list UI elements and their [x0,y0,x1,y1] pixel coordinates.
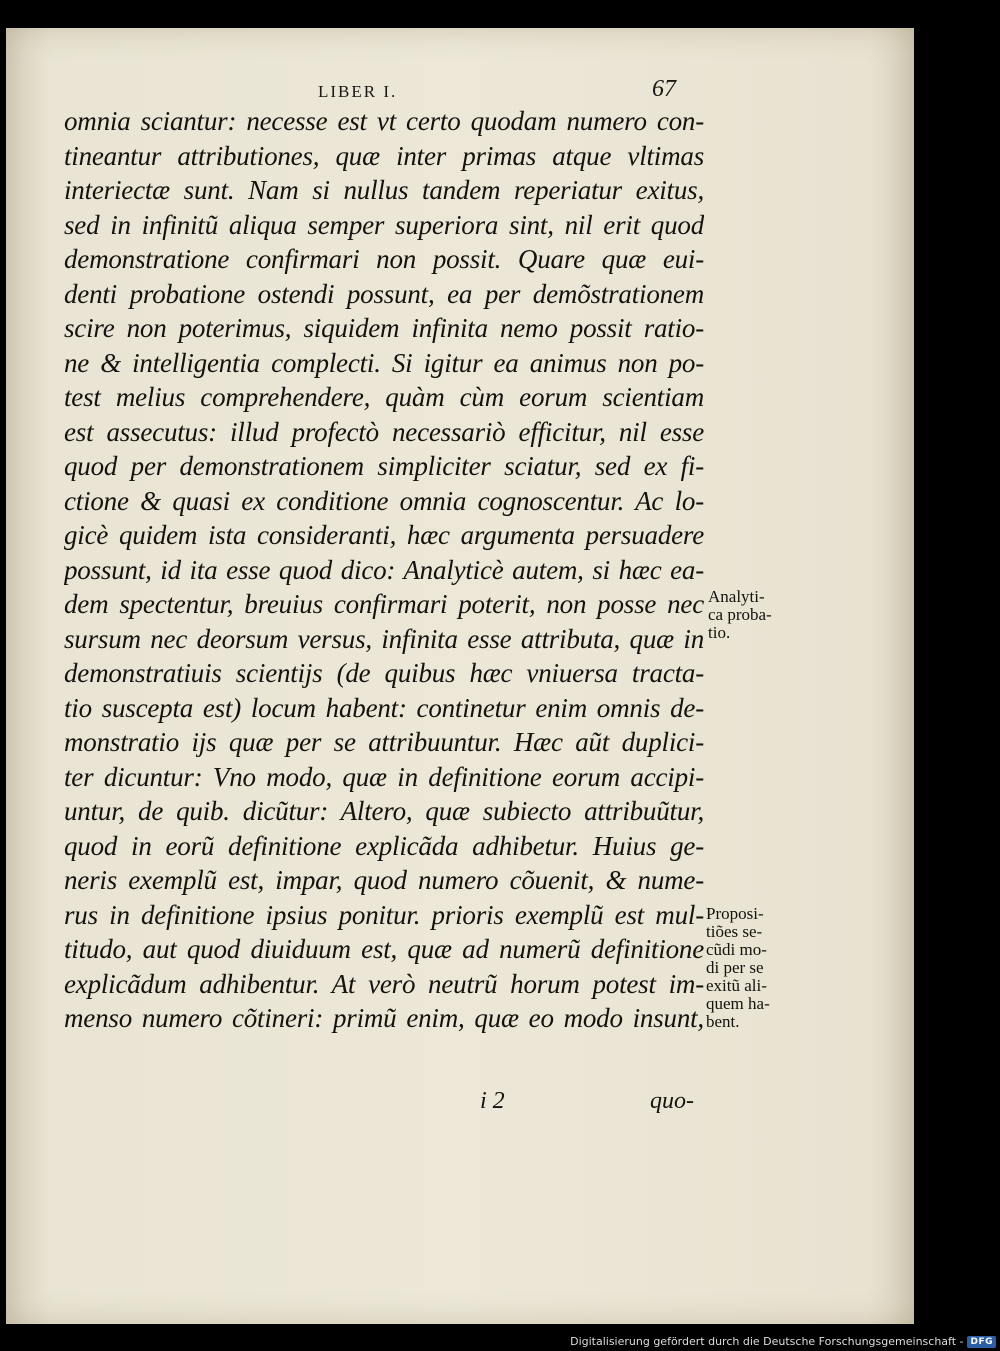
text-line: explicãdum adhibentur. At verò neutrũ horum potest im- [64,968,704,999]
margin-note-line: cũdi mo- [706,940,767,959]
text-line: neris exemplũ est, impar, quod numero cõuenit, & nume- [64,865,704,895]
margin-note-line: exitũ ali- [706,976,767,995]
body-text [64,104,704,1036]
text-line: sed in infinitũ aliqua semper superiora sint, nil erit quod [64,209,704,240]
text-line: possunt, id ita esse quod dico: Analyticè autem, si hæc ea- [64,554,704,585]
text-line: ne & intelligentia complecti. Si igitur ea animus non po- [64,347,704,378]
margin-note-line: bent. [706,1012,740,1031]
running-head: LIBER I. [318,82,398,101]
text-line: scire non poterimus, siquidem infinita nemo possit ratio- [64,313,704,343]
margin-note-analytica [708,588,788,642]
margin-note-line: tio. [708,623,731,642]
text-line: quod in eorũ definitione explicãda adhibetur. Huius ge- [64,830,704,861]
text-line: quod per demonstrationem simpliciter sciatur, sed ex fi- [64,451,704,481]
margin-note-line: tiões se- [706,922,763,941]
text-line: omnia sciantur: necesse est vt certo quodam numero con- [64,106,704,136]
text-line: denti probatione ostendi possunt, ea per demõstrationem [64,278,704,309]
margin-note-line: quem ha- [706,994,770,1013]
text-line: titudo, aut quod diuiduum est, quæ ad numerũ definitione [64,934,704,964]
signature-mark: i 2 [480,1088,505,1114]
dfg-logo: DFG [967,1336,996,1348]
margin-note-line: Analyti- [708,587,765,606]
text-line: monstratio ijs quæ per se attribuuntur. Hæc aũt duplici- [64,727,704,757]
text-line: demonstratione confirmari non possit. Quare quæ eui- [64,244,704,274]
text-line: gicè quidem ista consideranti, hæc argumenta persuadere [64,520,704,550]
text-line: dem spectentur, breuius confirmari poterit, non posse nec [64,589,704,619]
page-number: 67 [652,76,676,102]
margin-note-line: di per se [706,958,764,977]
digitization-credit [570,1335,996,1348]
catchword: quo- [650,1088,694,1114]
margin-note-line: Proposi- [706,904,764,923]
text-line: untur, de quib. dicũtur: Altero, quæ subiecto attribuũtur, [64,796,704,826]
text-line: tineantur attributiones, quæ inter primas atque vltimas [64,140,704,171]
margin-note-line: ca proba- [708,605,772,624]
text-line: tio suscepta est) locum habent: continetur enim omnis de- [64,692,704,723]
text-line: menso numero cõtineri: primũ enim, quæ eo modo insunt, [64,1003,704,1033]
text-line: demonstratiuis scientijs (de quibus hæc vniuersa tracta- [64,658,704,688]
text-line: sursum nec deorsum versus, infinita esse attributa, quæ in [64,623,704,654]
credit-text: Digitalisierung gefördert durch die Deutsche Forschungsgemeinschaft - [570,1335,964,1348]
text-line: ctione & quasi ex conditione omnia cognoscentur. Ac lo- [64,485,704,516]
text-line: test melius comprehendere, quàm cùm eorum scientiam [64,382,704,412]
text-line: est assecutus: illud profectò necessariò efficitur, nil esse [64,416,704,447]
text-line: ter dicuntur: Vno modo, quæ in definitione eorum accipi- [64,761,704,792]
text-line: rus in definitione ipsius ponitur. prioris exemplũ est mul- [64,899,704,930]
margin-note-propositiones [706,905,788,1031]
text-line: interiectæ sunt. Nam si nullus tandem reperiatur exitus, [64,175,704,205]
